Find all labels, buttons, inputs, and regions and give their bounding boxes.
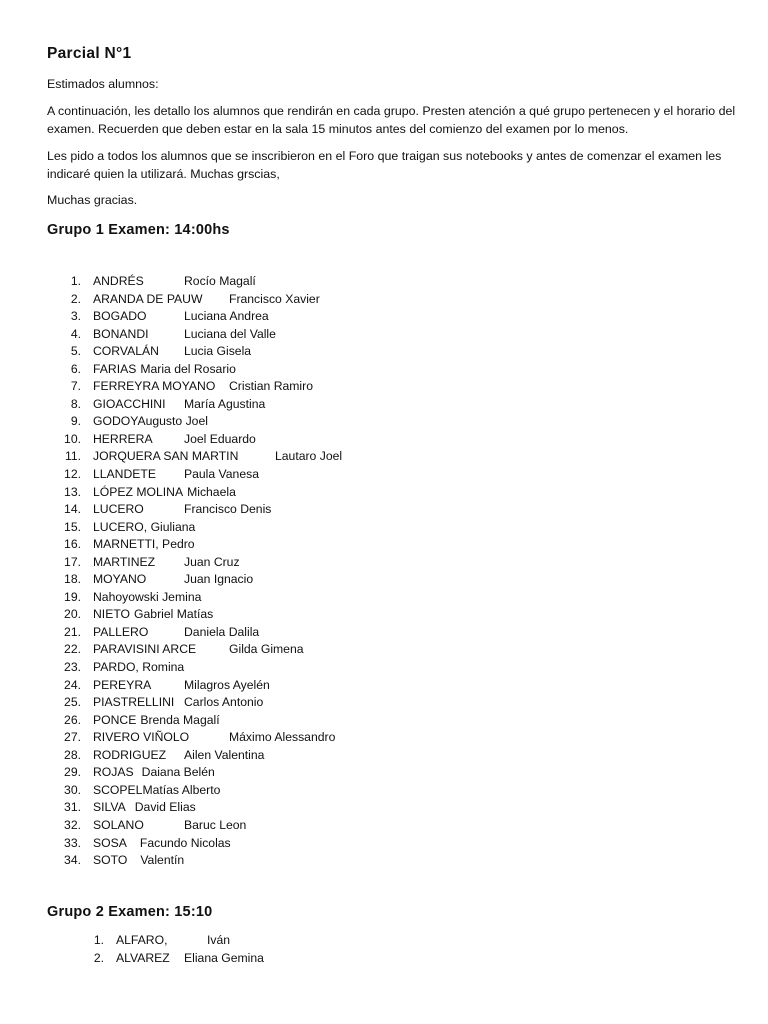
item-number: 1. <box>93 933 104 947</box>
student-last-name <box>93 361 236 379</box>
list-item <box>47 501 737 519</box>
student-first-name: Augusto Joel <box>137 414 208 429</box>
list-item <box>47 729 737 747</box>
student-first-name: Paula Vanesa <box>184 467 259 482</box>
list-item <box>47 343 737 361</box>
item-number: 13. <box>64 484 81 499</box>
list-item <box>47 835 737 853</box>
item-number: 30. <box>64 782 81 797</box>
student-first-name: Milagros Ayelén <box>184 677 270 692</box>
student-first-name: Iván <box>207 933 231 947</box>
student-last-name: MARNETTI, Pedro <box>93 537 195 552</box>
list-item <box>47 641 737 659</box>
student-first-name: María Agustina <box>184 396 266 411</box>
student-first-name: Baruc Leon <box>184 817 247 832</box>
item-number: 19. <box>64 589 81 604</box>
list-item <box>47 326 737 344</box>
student-first-name: Matías Alberto <box>142 782 221 797</box>
student-first-name: Lautaro Joel <box>275 449 343 464</box>
student-last-name: Nahoyowski Jemina <box>93 589 202 604</box>
student-last-name <box>93 835 231 853</box>
student-last-name-text: GODOY <box>93 414 138 429</box>
student-first-name: Francisco Denis <box>184 502 272 517</box>
list-item <box>47 431 737 449</box>
list-item <box>47 712 737 730</box>
list-item <box>47 361 737 379</box>
list-item <box>47 396 737 414</box>
group2-student-list <box>70 932 737 967</box>
student-last-name: BONANDI <box>93 326 149 341</box>
student-last-name-text: ROJAS <box>93 765 134 780</box>
student-last-name: ANDRÉS <box>93 274 144 288</box>
item-number: 14. <box>64 502 81 517</box>
list-item <box>47 589 737 607</box>
student-first-name: Maria del Rosario <box>140 361 236 376</box>
student-last-name: MARTINEZ <box>93 554 156 569</box>
student-last-name: HERRERA <box>93 431 153 446</box>
student-first-name: Daniela Dalila <box>184 624 260 639</box>
item-number: 3. <box>70 309 81 324</box>
student-first-name: Cristian Ramiro <box>229 379 313 394</box>
item-number: 20. <box>64 607 81 622</box>
item-number: 18. <box>64 572 81 587</box>
student-last-name: LUCERO, Giuliana <box>93 519 196 534</box>
list-item <box>47 606 737 624</box>
item-number: 27. <box>64 730 81 745</box>
student-last-name-text: LÓPEZ MOLINA <box>93 484 184 499</box>
student-first-name: Michaela <box>187 484 236 499</box>
group2-heading: Grupo 2 Examen: 15:10 <box>47 904 213 920</box>
list-item <box>47 747 737 765</box>
student-first-name: Brenda Magalí <box>140 712 220 727</box>
student-last-name <box>93 606 213 624</box>
item-number: 31. <box>64 800 81 815</box>
item-number: 4. <box>70 326 81 341</box>
student-last-name <box>93 782 220 800</box>
student-first-name: Juan Cruz <box>184 554 240 569</box>
student-last-name: PARDO, Romina <box>93 660 185 675</box>
list-item <box>70 950 737 968</box>
item-number: 24. <box>64 677 81 692</box>
student-first-name: Ailen Valentina <box>184 747 265 762</box>
item-number: 7. <box>70 379 81 394</box>
student-last-name <box>93 799 196 817</box>
student-last-name-text: SCOPEL <box>93 782 143 797</box>
student-last-name: PEREYRA <box>93 677 152 692</box>
student-first-name: Rocío Magalí <box>184 274 256 288</box>
student-last-name-text: FARIAS <box>93 361 137 376</box>
item-number: 16. <box>64 537 81 552</box>
student-last-name <box>93 852 184 870</box>
student-last-name: LUCERO <box>93 502 144 517</box>
list-item <box>47 378 737 396</box>
item-number: 2. <box>70 291 81 306</box>
item-number: 15. <box>64 519 81 534</box>
student-last-name: RODRIGUEZ <box>93 747 167 762</box>
list-item <box>47 799 737 817</box>
student-last-name: JORQUERA SAN MARTIN <box>93 449 239 464</box>
document-title: Parcial N°1 <box>47 45 132 62</box>
student-first-name: Joel Eduardo <box>184 431 256 446</box>
item-number: 23. <box>64 660 81 675</box>
student-first-name: Lucia Gisela <box>184 344 252 359</box>
item-number: 26. <box>64 712 81 727</box>
item-number: 28. <box>64 747 81 762</box>
list-item <box>47 764 737 782</box>
group1-student-list <box>47 273 737 870</box>
student-last-name-text: NIETO <box>93 607 131 622</box>
list-item <box>47 291 737 309</box>
item-number: 34. <box>64 853 81 868</box>
student-last-name <box>93 712 220 730</box>
item-number: 22. <box>64 642 81 657</box>
student-last-name: PALLERO <box>93 624 149 639</box>
student-first-name: Eliana Gemina <box>184 950 264 965</box>
list-item <box>47 571 737 589</box>
student-last-name: GIOACCHINI <box>93 396 166 411</box>
student-last-name-text: SILVA <box>93 800 126 815</box>
student-last-name-text: SOTO <box>93 853 128 868</box>
item-number: 32. <box>64 817 81 832</box>
student-last-name: MOYANO <box>93 572 147 587</box>
student-last-name: FERREYRA MOYANO <box>93 379 216 394</box>
thanks-paragraph: Muchas gracias. <box>47 193 138 207</box>
item-number: 33. <box>64 835 81 850</box>
student-last-name-text: SOSA <box>93 835 127 850</box>
student-last-name: ALFARO, <box>116 933 168 947</box>
list-item <box>47 852 737 870</box>
item-number: 12. <box>64 467 81 482</box>
student-first-name: Luciana del Valle <box>184 326 276 341</box>
student-last-name: PIASTRELLINI <box>93 695 175 710</box>
student-last-name: CORVALÁN <box>93 344 159 359</box>
list-item <box>47 694 737 712</box>
list-item <box>47 677 737 695</box>
greeting-paragraph: Estimados alumnos: <box>47 77 159 91</box>
student-last-name: BOGADO <box>93 309 147 324</box>
item-number: 8. <box>70 396 81 411</box>
student-first-name: Gabriel Matías <box>134 607 214 622</box>
item-number: 10. <box>64 431 81 446</box>
list-item <box>47 448 737 466</box>
intro-paragraph: A continuación, les detallo los alumnos que rendirán en cada grupo. Presten atención a qué grupo pertenecen y el horario del examen. Recuerden que deben estar en la sala 15 minutos antes del comienzo del examen por lo menos. <box>47 104 736 136</box>
student-last-name: SOLANO <box>93 817 144 832</box>
student-first-name: Gilda Gimena <box>229 642 304 657</box>
student-first-name: Luciana Andrea <box>184 309 269 324</box>
student-first-name: Daiana Belén <box>141 765 215 780</box>
item-number: 5. <box>70 344 81 359</box>
item-number: 2. <box>93 950 104 965</box>
item-number: 21. <box>64 624 81 639</box>
item-number: 9. <box>70 414 81 429</box>
item-number: 11. <box>64 449 81 464</box>
list-item <box>70 932 737 950</box>
student-last-name <box>93 484 236 502</box>
student-last-name-text: PONCE <box>93 712 137 727</box>
item-number: 6. <box>70 361 81 376</box>
list-item <box>47 659 737 677</box>
list-item <box>47 782 737 800</box>
student-first-name: Carlos Antonio <box>184 695 264 710</box>
student-first-name: Máximo Alessandro <box>229 730 336 745</box>
list-item <box>47 624 737 642</box>
list-item <box>47 536 737 554</box>
list-item <box>47 466 737 484</box>
item-number: 29. <box>64 765 81 780</box>
list-item <box>47 413 737 431</box>
item-number: 1. <box>70 274 81 288</box>
item-number: 17. <box>64 554 81 569</box>
student-last-name: ARANDA DE PAUW <box>93 291 203 306</box>
student-last-name: ALVAREZ <box>116 950 170 965</box>
student-last-name <box>93 413 208 431</box>
student-first-name: Facundo Nicolas <box>139 835 231 850</box>
list-item <box>47 519 737 537</box>
student-first-name: David Elias <box>134 800 196 815</box>
student-last-name: PARAVISINI ARCE <box>93 642 197 657</box>
list-item <box>47 484 737 502</box>
list-item <box>47 554 737 572</box>
notebooks-paragraph: Les pido a todos los alumnos que se inscribieron en el Foro que traigan sus notebooks y antes de comenzar el examen les indicaré quien la utilizará. Muchas grscias, <box>47 149 722 181</box>
student-last-name <box>93 764 215 782</box>
student-last-name: RIVERO VIÑOLO <box>93 730 190 745</box>
student-first-name: Valentín <box>140 853 185 868</box>
list-item <box>47 308 737 326</box>
item-number: 25. <box>64 695 81 710</box>
list-item <box>47 273 737 291</box>
student-first-name: Francisco Xavier <box>229 291 320 306</box>
group1-heading: Grupo 1 Examen: 14:00hs <box>47 222 230 238</box>
list-item <box>47 817 737 835</box>
student-last-name: LLANDETE <box>93 467 156 482</box>
student-first-name: Juan Ignacio <box>184 572 254 587</box>
